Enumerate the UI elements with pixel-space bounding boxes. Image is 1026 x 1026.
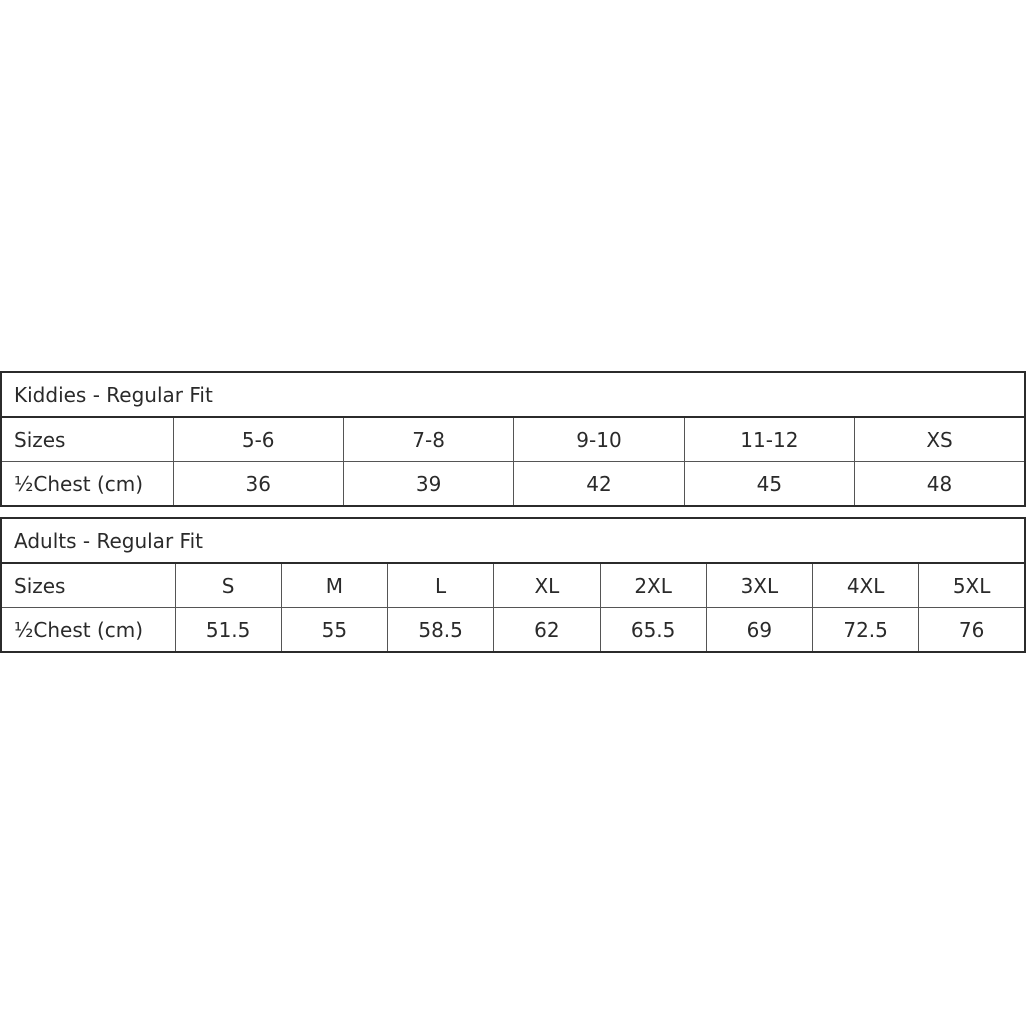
size-cell: 9-10 bbox=[514, 417, 684, 462]
chest-cell: 65.5 bbox=[600, 608, 706, 653]
size-cell: S bbox=[175, 563, 281, 608]
chest-cell: 45 bbox=[684, 462, 854, 507]
sizes-row-label: Sizes bbox=[1, 417, 173, 462]
size-cell: 11-12 bbox=[684, 417, 854, 462]
kiddies-table-title: Kiddies - Regular Fit bbox=[1, 372, 1025, 417]
sizes-row-label: Sizes bbox=[1, 563, 175, 608]
size-cell: XL bbox=[494, 563, 600, 608]
kiddies-size-table bbox=[0, 371, 1026, 507]
sizes-row bbox=[1, 563, 1025, 608]
adults-table-title: Adults - Regular Fit bbox=[1, 518, 1025, 563]
size-cell: 5-6 bbox=[173, 417, 343, 462]
size-cell: L bbox=[388, 563, 494, 608]
chest-row-label: ½Chest (cm) bbox=[1, 462, 173, 507]
chest-cell: 72.5 bbox=[813, 608, 919, 653]
chest-row-label: ½Chest (cm) bbox=[1, 608, 175, 653]
chest-cell: 55 bbox=[281, 608, 387, 653]
size-cell: 3XL bbox=[706, 563, 812, 608]
size-cell: M bbox=[281, 563, 387, 608]
chest-cell: 51.5 bbox=[175, 608, 281, 653]
chest-cell: 39 bbox=[343, 462, 513, 507]
chest-cell: 58.5 bbox=[388, 608, 494, 653]
table-title-row bbox=[1, 372, 1025, 417]
chest-cell: 48 bbox=[855, 462, 1025, 507]
chest-row bbox=[1, 462, 1025, 507]
chest-cell: 69 bbox=[706, 608, 812, 653]
chest-row bbox=[1, 608, 1025, 653]
size-cell: 7-8 bbox=[343, 417, 513, 462]
chest-cell: 62 bbox=[494, 608, 600, 653]
sizes-row bbox=[1, 417, 1025, 462]
size-cell: 4XL bbox=[813, 563, 919, 608]
adults-size-table bbox=[0, 517, 1026, 653]
size-cell: XS bbox=[855, 417, 1025, 462]
size-cell: 2XL bbox=[600, 563, 706, 608]
size-cell: 5XL bbox=[919, 563, 1025, 608]
table-title-row bbox=[1, 518, 1025, 563]
chest-cell: 76 bbox=[919, 608, 1025, 653]
chest-cell: 36 bbox=[173, 462, 343, 507]
chest-cell: 42 bbox=[514, 462, 684, 507]
